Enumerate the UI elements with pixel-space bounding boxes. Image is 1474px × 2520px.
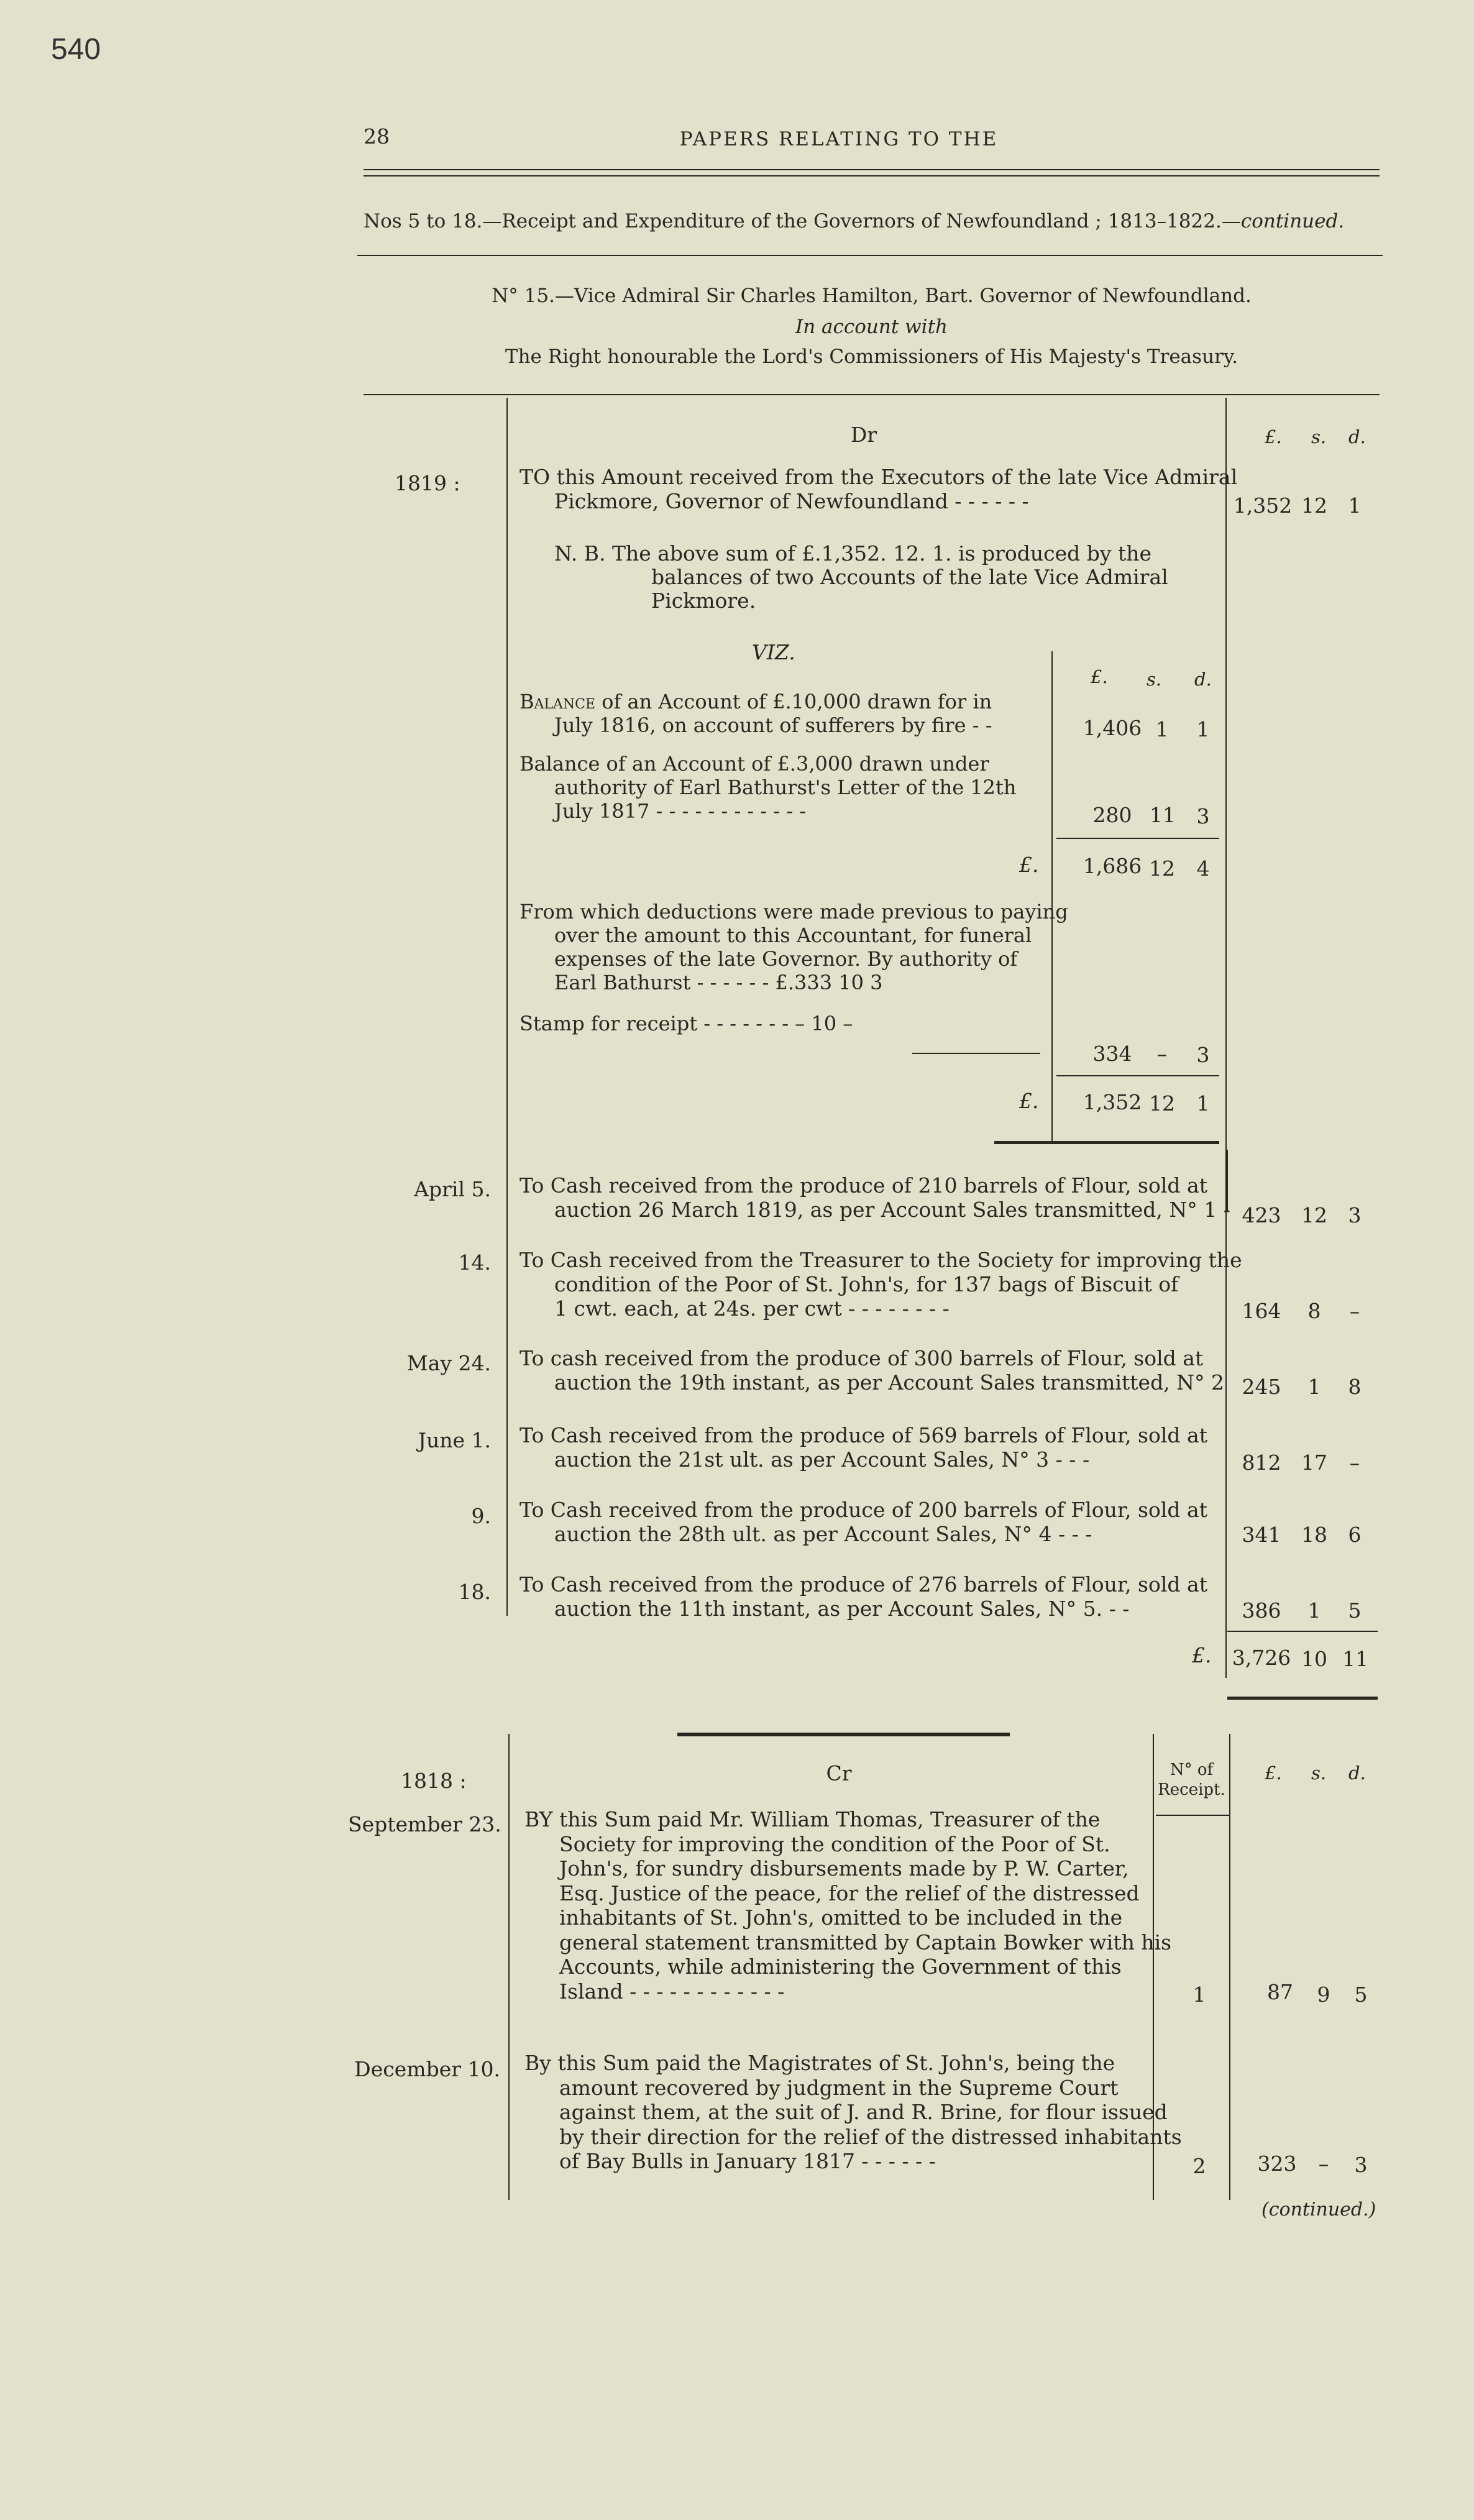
credit-entry1-receipt: 1 xyxy=(1192,1982,1206,2007)
net-label: £. xyxy=(1019,1089,1039,1113)
entry-line: To Cash received from the produce of 210 barrels of Flour, sold at xyxy=(520,1173,1207,1198)
subtotal-pence: 4 xyxy=(1196,856,1210,881)
entry-line: To Cash received from the produce of 200 barrels of Flour, sold at xyxy=(520,1498,1207,1522)
entry-pence: 3 xyxy=(1348,1203,1362,1227)
running-title: PAPERS RELATING TO THE xyxy=(679,128,999,150)
section-subtitle xyxy=(364,210,1344,232)
continued-note: (continued.) xyxy=(1261,2199,1376,2220)
debit-entry1-shillings: 12 xyxy=(1301,493,1327,518)
total-top-rule xyxy=(1227,1631,1378,1632)
viz-col-shillings: s. xyxy=(1147,669,1162,690)
entry-line: Pickmore, Governor of Newfoundland - - - - - - xyxy=(554,489,1029,513)
entry-shillings: 18 xyxy=(1301,1523,1327,1547)
debit-col-shillings: s. xyxy=(1311,426,1327,447)
credit-entry1-pounds: 87 xyxy=(1267,1980,1293,2004)
credit-year: 1818 : xyxy=(401,1769,467,1793)
balance-line: July 1817 - - - - - - - - - - - - xyxy=(554,799,807,823)
debit-date-column-rule xyxy=(506,398,508,1616)
credit-entry1-shillings: 9 xyxy=(1317,1982,1330,2007)
net-pence: 1 xyxy=(1196,1091,1210,1116)
deduction-sum-rule xyxy=(912,1053,1040,1054)
header-rule-top xyxy=(364,169,1380,170)
nb-line: balances of two Accounts of the late Vice Admiral xyxy=(651,565,1168,589)
entry-shillings: 8 xyxy=(1307,1299,1321,1323)
deduction-line: Earl Bathurst - - - - - - £.333 10 3 xyxy=(554,971,883,994)
deduction-line: over the amount to this Accountant, for funeral xyxy=(554,923,1032,947)
balance-line: Balance of an Account of £.3,000 drawn under xyxy=(520,752,989,776)
viz-balance-1 xyxy=(520,690,992,737)
entry-line: To cash received from the produce of 300 barrels of Flour, sold at xyxy=(520,1346,1204,1370)
balance1-pence: 1 xyxy=(1196,717,1210,741)
entry-date: 14. xyxy=(458,1250,491,1275)
entry-line: auction the 21st ult. as per Account Sales, N° 3 - - - xyxy=(554,1447,1090,1472)
entry-line: TO this Amount received from the Executors of the late Vice Admiral xyxy=(520,465,1238,489)
debit-total-label: £. xyxy=(1192,1643,1212,1667)
credit-entry-magistrates xyxy=(524,2051,1182,2174)
credit-line: Island - - - - - - - - - - - - xyxy=(559,1979,785,2004)
debit-entry-executors xyxy=(520,465,1237,513)
net-pounds: 1,352 xyxy=(1083,1090,1142,1114)
net-double-rule xyxy=(994,1141,1219,1144)
entry-line: To Cash received from the produce of 569 barrels of Flour, sold at xyxy=(520,1423,1207,1447)
viz-column-rule xyxy=(1051,651,1053,1143)
nb-line: N. B. The above sum of £.1,352. 12. 1. is produced by the xyxy=(554,541,1152,566)
entry-pounds: 386 xyxy=(1242,1598,1281,1623)
credit-col-shillings: s. xyxy=(1311,1762,1327,1784)
balance-line: authority of Earl Bathurst's Letter of the 12th xyxy=(554,776,1017,799)
entry-shillings: 1 xyxy=(1307,1375,1321,1399)
debit-amount-column-rule xyxy=(1225,398,1227,1678)
balance2-shillings: 11 xyxy=(1150,803,1176,827)
credit-top-rule xyxy=(677,1733,1010,1736)
deductions-text xyxy=(520,900,1068,994)
entry-pounds: 341 xyxy=(1242,1523,1281,1547)
entry-date: 9. xyxy=(471,1504,491,1528)
subtotal-pounds: 1,686 xyxy=(1083,854,1142,878)
credit-entry2-shillings: – xyxy=(1318,2151,1329,2176)
entry-line: To Cash received from the produce of 276 barrels of Flour, sold at xyxy=(520,1572,1207,1597)
credit-line: by their direction for the relief of the distressed inhabitants xyxy=(559,2124,1182,2149)
entry-pence: – xyxy=(1349,1299,1360,1323)
subtotal-shillings: 12 xyxy=(1149,856,1175,881)
viz-subtotal-rule xyxy=(1056,838,1219,839)
receipt-header-line: N° of xyxy=(1170,1761,1214,1779)
stamp-receipt: Stamp for receipt - - - - - - - – 10 – xyxy=(520,1012,853,1035)
debit-entry1-pence: 1 xyxy=(1348,493,1362,518)
credit-line: inhabitants of St. John's, omitted to be included in the xyxy=(559,1905,1123,1930)
balance-line: of an Account of £.10,000 drawn for in xyxy=(595,690,992,713)
debit-cash-entry xyxy=(520,1346,1224,1395)
entry-pounds: 245 xyxy=(1242,1375,1281,1399)
entry-shillings: 12 xyxy=(1301,1203,1327,1227)
entry-pounds: 164 xyxy=(1242,1299,1281,1323)
credit-amount-column-rule xyxy=(1229,1734,1230,2200)
credit-line: of Bay Bulls in January 1817 - - - - - - xyxy=(559,2149,936,2173)
receipt-header-line: Receipt. xyxy=(1158,1780,1225,1799)
entry-pence: 5 xyxy=(1348,1598,1362,1623)
credit-entry2-pence: 3 xyxy=(1354,2153,1368,2177)
debit-entry1-pounds: 1,352 xyxy=(1233,493,1293,518)
account-title-line2: In account with xyxy=(795,316,948,338)
page-number: 540 xyxy=(51,33,101,66)
entry-pence: 8 xyxy=(1348,1375,1362,1399)
entry-date: 18. xyxy=(458,1580,491,1604)
entry-pence: 6 xyxy=(1348,1523,1362,1547)
credit-entry2-receipt: 2 xyxy=(1192,2154,1206,2178)
balance2-pence: 3 xyxy=(1196,804,1210,828)
credit-line: general statement transmitted by Captain Bowker with his xyxy=(559,1930,1172,1954)
credit-entry1-date: September 23. xyxy=(348,1812,501,1836)
debit-total-double-rule xyxy=(1227,1697,1378,1700)
credit-col-pence: d. xyxy=(1348,1762,1366,1784)
net-rule xyxy=(1056,1075,1219,1076)
balance1-pounds: 1,406 xyxy=(1083,716,1142,740)
entry-line: 1 cwt. each, at 24s. per cwt - - - - - - - - xyxy=(554,1296,950,1321)
deduction-line: expenses of the late Governor. By authority of xyxy=(554,947,1018,971)
debit-year: 1819 : xyxy=(395,471,460,495)
balance2-pounds: 280 xyxy=(1092,803,1132,827)
balance-word: Balance xyxy=(520,690,596,713)
credit-date-column-rule xyxy=(508,1734,510,2200)
credit-line: John's, for sundry disbursements made by P. W. Carter, xyxy=(559,1856,1129,1881)
credit-line: Esq. Justice of the peace, for the relief of the distressed xyxy=(559,1881,1140,1905)
net-shillings: 12 xyxy=(1149,1091,1175,1116)
credit-line: Accounts, while administering the Government of this xyxy=(559,1954,1122,1979)
debit-heading: Dr xyxy=(850,423,877,447)
entry-pence: – xyxy=(1349,1450,1360,1475)
debit-cash-entry xyxy=(520,1572,1207,1621)
nb-line: Pickmore. xyxy=(651,589,756,613)
deductions-pounds: 334 xyxy=(1092,1042,1132,1066)
viz-col-pence: d. xyxy=(1194,669,1212,690)
balance-line: July 1816, on account of sufferers by fire - - xyxy=(554,713,992,737)
viz-heading: VIZ. xyxy=(752,640,795,664)
credit-entry-thomas xyxy=(524,1807,1171,2004)
credit-line: Society for improving the condition of the Poor of St. xyxy=(559,1831,1110,1856)
subtotal-label: £. xyxy=(1019,853,1039,877)
credit-entry1-pence: 5 xyxy=(1354,1982,1368,2007)
credit-line: amount recovered by judgment in the Supreme Court xyxy=(559,2075,1119,2100)
credit-col-receipt xyxy=(1156,1760,1227,1800)
debit-col-pence: d. xyxy=(1348,426,1366,447)
debit-total-pounds: 3,726 xyxy=(1232,1646,1291,1670)
credit-col-pounds: £. xyxy=(1265,1762,1282,1784)
entry-pounds: 423 xyxy=(1242,1203,1281,1227)
entry-line: auction the 11th instant, as per Account Sales, N° 5. - - xyxy=(554,1597,1130,1621)
entry-pounds: 812 xyxy=(1242,1450,1281,1475)
subtitle-text: Nos 5 to 18.—Receipt and Expenditure of the Governors of Newfoundland ; 1813–1822.— xyxy=(364,210,1241,232)
credit-line: BY this Sum paid Mr. William Thomas, Treasurer of the xyxy=(524,1807,1101,1831)
entry-date: May 24. xyxy=(406,1351,491,1375)
deduction-line: From which deductions were made previous to paying xyxy=(520,900,1068,923)
debit-cash-entry xyxy=(520,1173,1230,1222)
entry-shillings: 17 xyxy=(1301,1450,1327,1475)
debit-top-rule xyxy=(364,394,1380,395)
header-rule-bottom xyxy=(364,175,1380,176)
credit-line: By this Sum paid the Magistrates of St. John's, being the xyxy=(524,2051,1115,2075)
viz-balance-2 xyxy=(520,752,1016,823)
debit-cash-entry xyxy=(520,1248,1242,1321)
debit-col-pounds: £. xyxy=(1265,426,1282,447)
balance1-shillings: 1 xyxy=(1155,717,1169,741)
debit-cash-entry xyxy=(520,1423,1207,1472)
deductions-pence: 3 xyxy=(1196,1043,1210,1067)
entry-line: auction the 28th ult. as per Account Sales, N° 4 - - - xyxy=(554,1522,1092,1546)
credit-line: against them, at the suit of J. and R. Brine, for flour issued xyxy=(559,2100,1168,2124)
subtitle-continued: continued. xyxy=(1240,210,1345,232)
credit-entry2-date: December 10. xyxy=(354,2057,500,2081)
entry-line: auction the 19th instant, as per Account Sales transmitted, N° 2 xyxy=(554,1370,1225,1395)
account-title-line3: The Right honourable the Lord's Commissioners of His Majesty's Treasury. xyxy=(505,346,1238,368)
credit-heading: Cr xyxy=(826,1761,852,1785)
subtitle-rule xyxy=(357,255,1383,256)
credit-entry2-pounds: 323 xyxy=(1257,2151,1297,2176)
debit-cash-entry xyxy=(520,1498,1207,1546)
debit-total-pence: 11 xyxy=(1342,1647,1368,1671)
entry-line: condition of the Poor of St. John's, for 137 bags of Biscuit of xyxy=(554,1272,1179,1296)
entry-shillings: 1 xyxy=(1307,1598,1321,1623)
entry-line: To Cash received from the Treasurer to the Society for improving the xyxy=(520,1248,1242,1272)
printed-page-number: 28 xyxy=(364,124,390,149)
entry-line: auction 26 March 1819, as per Account Sales transmitted, N° 1 - xyxy=(554,1198,1230,1222)
debit-total-shillings: 10 xyxy=(1301,1647,1327,1671)
viz-col-pounds: £. xyxy=(1091,666,1108,687)
entry-date: April 5. xyxy=(414,1177,491,1201)
nb-note xyxy=(554,542,1168,613)
account-title-line1: N° 15.—Vice Admiral Sir Charles Hamilton, Bart. Governor of Newfoundland. xyxy=(492,285,1252,307)
deductions-shillings: – xyxy=(1156,1042,1168,1066)
entry-date: June 1. xyxy=(418,1428,491,1452)
